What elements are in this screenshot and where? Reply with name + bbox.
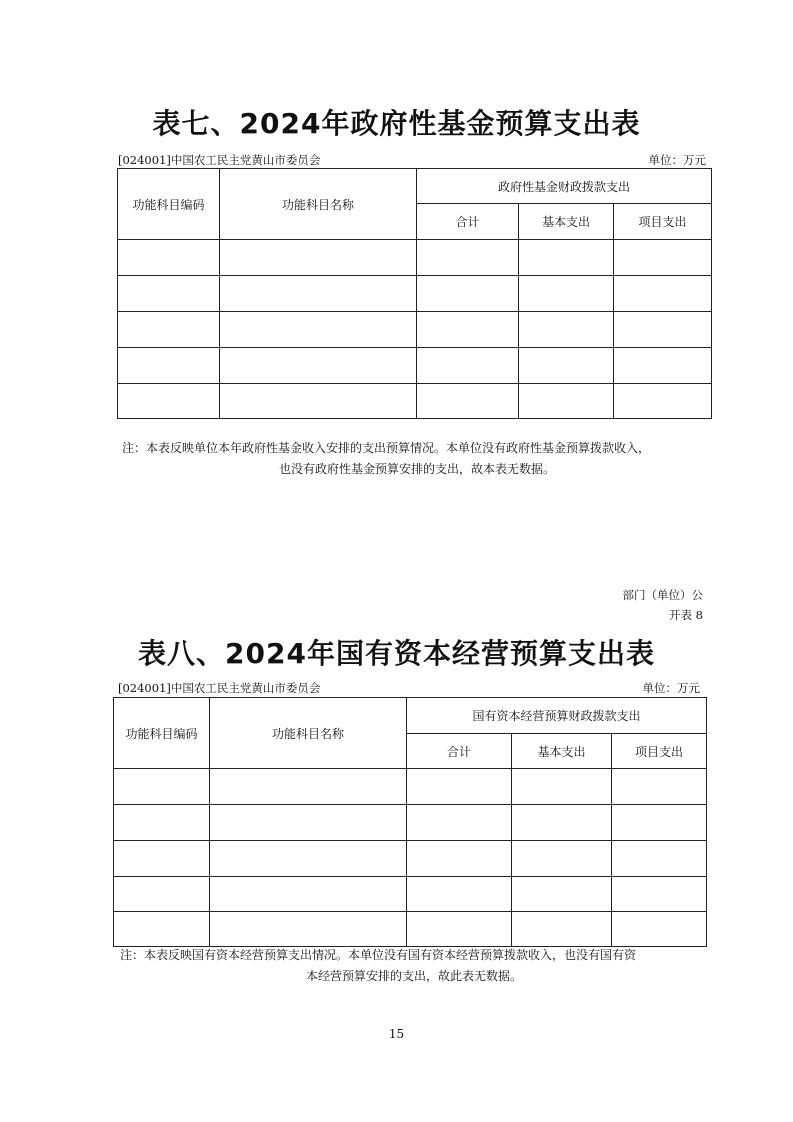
table-cell [614, 384, 712, 419]
table8-header-group: 国有资本经营预算财政拨款支出 [407, 698, 707, 734]
table-row [118, 240, 712, 276]
table-cell [118, 384, 220, 419]
table-cell [118, 348, 220, 384]
table-cell [114, 769, 210, 805]
table7-header-name: 功能科目名称 [220, 169, 417, 240]
dept-label: 部门（单位）公 [622, 588, 703, 602]
table-row [118, 276, 712, 312]
table-cell [512, 769, 612, 805]
table-row [114, 912, 707, 947]
table7-header-basic: 基本支出 [519, 204, 614, 240]
table7-note [122, 438, 712, 480]
table-cell [210, 912, 407, 947]
table-cell [210, 841, 407, 877]
table-cell [407, 769, 512, 805]
table-cell [519, 240, 614, 276]
table8-header-code: 功能科目编码 [114, 698, 210, 769]
table-cell [612, 841, 707, 877]
table-cell [417, 348, 519, 384]
table-cell [519, 384, 614, 419]
page-number: 15 [388, 1027, 405, 1041]
table-cell [210, 805, 407, 841]
table-cell [220, 276, 417, 312]
table-row [118, 348, 712, 384]
table8-header-project: 项目支出 [612, 734, 707, 769]
table-cell [614, 312, 712, 348]
table-cell [612, 877, 707, 912]
table7-header-group: 政府性基金财政拨款支出 [417, 169, 712, 204]
table8-unit-label: 单位：万元 [642, 681, 700, 695]
table-row [118, 384, 712, 419]
table-cell [519, 312, 614, 348]
table-row [114, 769, 707, 805]
table8-header-name: 功能科目名称 [210, 698, 407, 769]
table7-note-line2: 也没有政府性基金预算安排的支出，故本表无数据。 [278, 462, 555, 476]
table-cell [612, 769, 707, 805]
table-cell [512, 877, 612, 912]
table-cell [417, 312, 519, 348]
table-cell [114, 877, 210, 912]
table8-header-total: 合计 [407, 734, 512, 769]
open-label: 开表 8 [669, 608, 703, 622]
table7-unit-code: [024001]中国农工民主党黄山市委员会 [118, 153, 321, 167]
table-cell [417, 276, 519, 312]
table-cell [114, 841, 210, 877]
table7-header-total: 合计 [417, 204, 519, 240]
table-cell [417, 240, 519, 276]
table7-title: 表七、2024年政府性基金预算支出表 [152, 107, 641, 140]
table-cell [512, 805, 612, 841]
table8-note [120, 945, 708, 987]
table-cell [407, 877, 512, 912]
table-cell [114, 805, 210, 841]
table7 [117, 168, 712, 419]
table-cell [614, 348, 712, 384]
table-cell [118, 312, 220, 348]
table-cell [210, 877, 407, 912]
table-cell [407, 805, 512, 841]
table8-header-basic: 基本支出 [512, 734, 612, 769]
table-row [114, 877, 707, 912]
table8-title: 表八、2024年国有资本经营预算支出表 [138, 637, 655, 670]
table7-unit-label: 单位：万元 [648, 153, 706, 167]
table-cell [118, 240, 220, 276]
table-cell [519, 348, 614, 384]
table-cell [519, 276, 614, 312]
table-cell [220, 240, 417, 276]
table7-header-project: 项目支出 [614, 204, 712, 240]
table-cell [118, 276, 220, 312]
table8-unit-code: [024001]中国农工民主党黄山市委员会 [118, 681, 321, 695]
table-row [114, 805, 707, 841]
table-cell [512, 841, 612, 877]
table7-header-code: 功能科目编码 [118, 169, 220, 240]
table-cell [614, 276, 712, 312]
table8-note-line2: 本经营预算安排的支出，故此表无数据。 [305, 969, 522, 983]
table-cell [512, 912, 612, 947]
table-cell [220, 384, 417, 419]
table7-note-line1: 注：本表反映单位本年政府性基金收入安排的支出预算情况。本单位没有政府性基金预算拨款收入， [122, 441, 651, 455]
table-cell [612, 912, 707, 947]
table-row [114, 841, 707, 877]
table-cell [614, 240, 712, 276]
table-cell [407, 841, 512, 877]
table-cell [210, 769, 407, 805]
table-row [118, 312, 712, 348]
table8 [113, 697, 707, 947]
table-cell [612, 805, 707, 841]
table-cell [220, 312, 417, 348]
table-cell [220, 348, 417, 384]
table8-note-line1: 注：本表反映国有资本经营预算支出情况。本单位没有国有资本经营预算拨款收入，也没有国有资 [120, 948, 637, 962]
table-cell [417, 384, 519, 419]
table-cell [114, 912, 210, 947]
table-cell [407, 912, 512, 947]
